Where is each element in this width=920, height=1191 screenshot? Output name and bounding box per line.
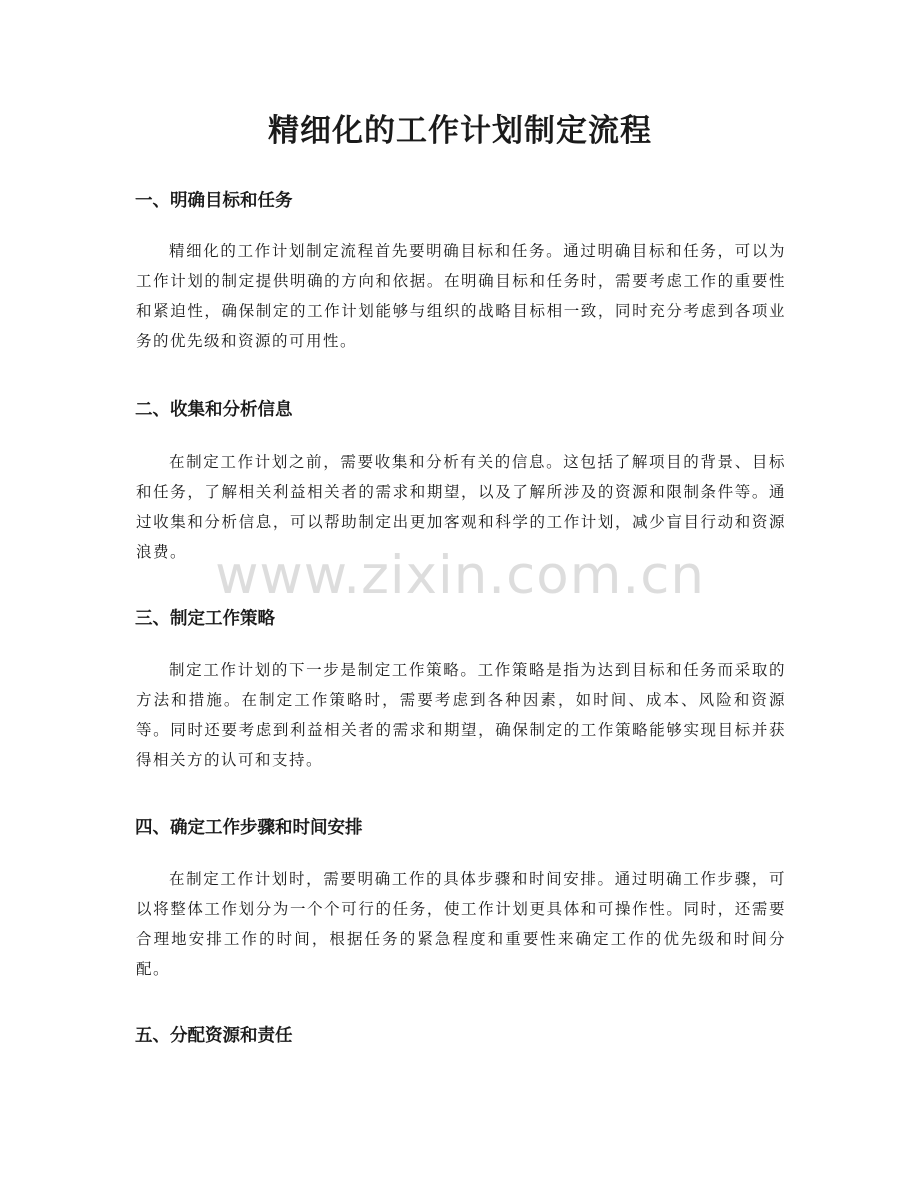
section-heading-4: 四、确定工作步骤和时间安排 <box>135 818 363 838</box>
section-heading-3: 三、制定工作策略 <box>135 609 275 629</box>
watermark: www.zixin.com.cn <box>215 545 705 606</box>
section-paragraph-3: 制定工作计划的下一步是制定工作策略。工作策略是指为达到目标和任务而采取的方法和措施。在制定工作策略时，需要考虑到各种因素，如时间、成本、风险和资源等。同时还要考虑到利益相关者的需求和期望，确保制定的工作策略能够实现目标并获得相关方的认可和支持。 <box>136 661 786 769</box>
section-paragraph-2: 在制定工作计划之前，需要收集和分析有关的信息。这包括了解项目的背景、目标和任务，了解相关利益相关者的需求和期望，以及了解所涉及的资源和限制条件等。通过收集和分析信息，可以帮助制定出更加客观和科学的工作计划，减少盲目行动和资源浪费。 <box>136 453 786 561</box>
page-title: 精细化的工作计划制定流程 <box>268 113 652 149</box>
section-heading-1: 一、明确目标和任务 <box>135 191 293 211</box>
section-paragraph-1: 精细化的工作计划制定流程首先要明确目标和任务。通过明确目标和任务，可以为工作计划的制定提供明确的方向和依据。在明确目标和任务时，需要考虑工作的重要性和紧迫性，确保制定的工作计划能够与组织的战略目标相一致，同时充分考虑到各项业务的优先级和资源的可用性。 <box>136 242 786 350</box>
section-heading-2: 二、收集和分析信息 <box>135 400 293 420</box>
section-paragraph-4: 在制定工作计划时，需要明确工作的具体步骤和时间安排。通过明确工作步骤，可以将整体工作划分为一个个可行的任务，使工作计划更具体和可操作性。同时，还需要合理地安排工作的时间，根据任务的紧急程度和重要性来确定工作的优先级和时间分配。 <box>136 870 786 978</box>
section-heading-5: 五、分配资源和责任 <box>135 1026 293 1046</box>
